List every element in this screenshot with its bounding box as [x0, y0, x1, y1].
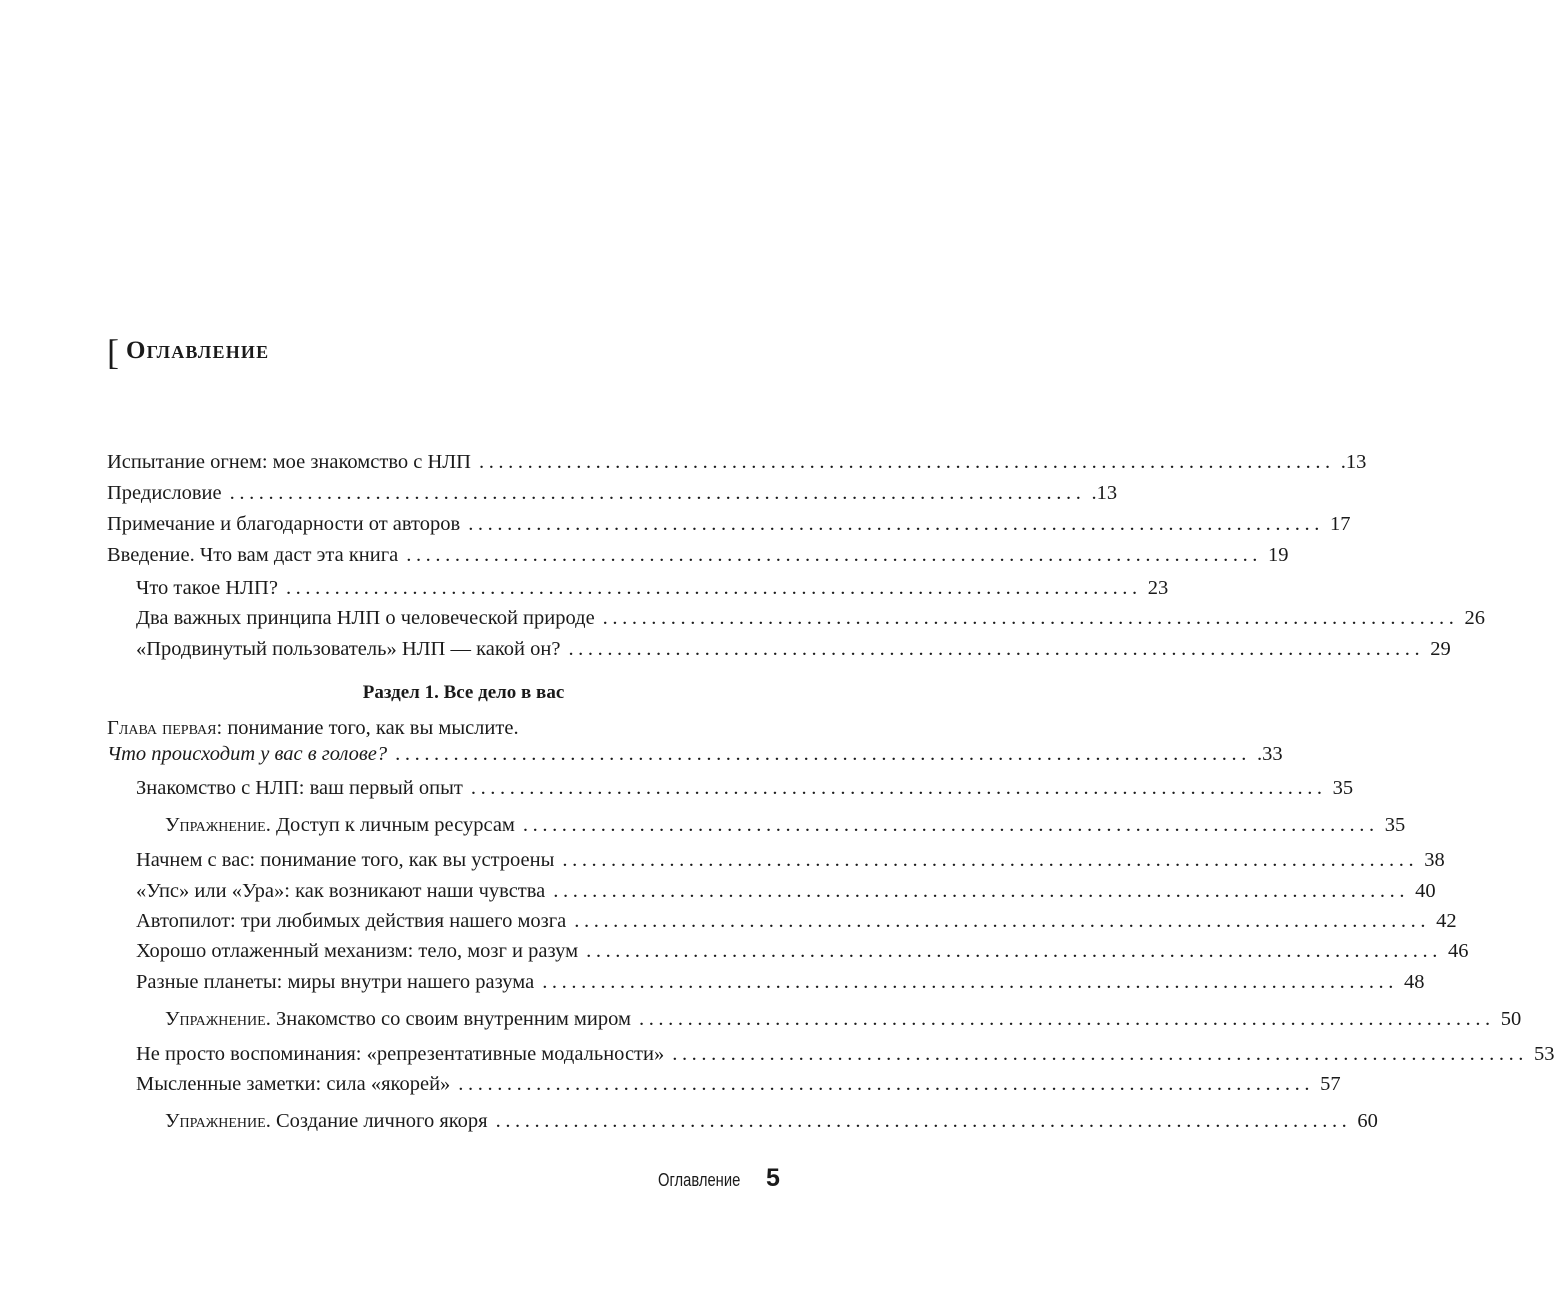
- dot-leader: ........................................................................................: [542, 971, 1399, 993]
- dot-leader: ........................................................................................: [638, 1008, 1495, 1030]
- toc-entry[interactable]: [136, 971, 1425, 993]
- toc-entry[interactable]: [136, 638, 1451, 660]
- toc-entry[interactable]: [136, 1043, 1555, 1065]
- dot-leader: ........................................................................................: [285, 577, 1142, 599]
- dot-leader: ........................................................................................: [553, 880, 1410, 902]
- toc-entry[interactable]: [136, 607, 1485, 629]
- toc-entry-title: [165, 1009, 631, 1030]
- toc-entry-page: 40: [1415, 880, 1436, 902]
- chapter-title-rest: : понимание того, как вы мыслите.: [216, 717, 519, 739]
- toc-entry-title: Знакомство с НЛП: ваш первый опыт: [136, 777, 463, 799]
- dot-leader: ........................................................................................: [229, 482, 1086, 504]
- dot-leader: ........................................................................................: [468, 513, 1324, 535]
- dot-leader: ........................................................................................: [586, 940, 1442, 962]
- toc-entry-title: Начнем с вас: понимание того, как вы устроены: [136, 849, 555, 871]
- chapter-title[interactable]: [107, 718, 519, 739]
- chapter-label: Глава первая: [107, 717, 217, 739]
- toc-entry-page: 38: [1424, 849, 1445, 871]
- toc-entry-page: .13: [1340, 451, 1367, 473]
- dot-leader: ........................................................................................: [406, 544, 1263, 566]
- toc-entry[interactable]: [165, 1110, 1378, 1132]
- toc-entry-title: [165, 1111, 488, 1132]
- toc-entry[interactable]: [107, 743, 1283, 765]
- toc-entry-page: 35: [1384, 814, 1406, 836]
- section-title: Раздел 1. Все дело в вас: [362, 682, 565, 703]
- toc-entry[interactable]: [107, 544, 1289, 566]
- toc-entry-page: .13: [1091, 482, 1118, 504]
- exercise-title: . Создание личного якоря: [265, 1110, 488, 1132]
- toc-entry[interactable]: [136, 777, 1354, 799]
- chapter-subtitle: Что происходит у вас в голове?: [107, 743, 388, 765]
- dot-leader: ........................................................................................: [470, 777, 1327, 799]
- toc-entry[interactable]: [136, 577, 1169, 599]
- toc-entry-page: 57: [1320, 1073, 1341, 1095]
- toc-entry-title: «Продвинутый пользователь» НЛП — какой он?: [136, 638, 561, 660]
- dot-leader: ........................................................................................: [478, 451, 1335, 473]
- toc-entry[interactable]: [165, 1008, 1522, 1030]
- toc-entry-page: .33: [1256, 743, 1283, 765]
- toc-entry-page: 29: [1430, 638, 1451, 660]
- toc-entry-page: 42: [1436, 910, 1457, 932]
- toc-entry-page: 19: [1268, 544, 1289, 566]
- dot-leader: ........................................................................................: [672, 1043, 1529, 1065]
- dot-leader: ........................................................................................: [602, 607, 1459, 629]
- toc-entry-title: Предисловие: [107, 482, 222, 504]
- toc-entry-title: «Упс» или «Ура»: как возникают наши чувства: [136, 880, 546, 902]
- toc-entry-page: 60: [1357, 1110, 1378, 1132]
- toc-entry-page: 35: [1332, 777, 1354, 799]
- contents-heading: [107, 334, 269, 370]
- heading-bracket: [: [107, 332, 120, 372]
- toc-entry[interactable]: [107, 482, 1118, 504]
- dot-leader: ........................................................................................: [395, 743, 1251, 765]
- toc-entry[interactable]: [136, 910, 1457, 932]
- dot-leader: ........................................................................................: [495, 1110, 1352, 1132]
- dot-leader: ........................................................................................: [522, 814, 1379, 836]
- dot-leader: ........................................................................................: [458, 1073, 1315, 1095]
- toc-entry-page: 50: [1500, 1008, 1522, 1030]
- toc-entry[interactable]: [107, 451, 1367, 473]
- toc-entry-page: 53: [1534, 1043, 1555, 1065]
- running-footer-label: Оглавление: [658, 1170, 741, 1190]
- exercise-title: . Доступ к личным ресурсам: [265, 814, 515, 836]
- toc-entry-title: Испытание огнем: мое знакомство с НЛП: [107, 451, 471, 473]
- toc-entry-title: Два важных принципа НЛП о человеческой природе: [136, 607, 595, 629]
- exercise-label: Упражнение: [165, 1110, 266, 1132]
- toc-entry-title: Примечание и благодарности от авторов: [107, 513, 461, 535]
- toc-entry-page: 23: [1147, 577, 1169, 599]
- toc-entry-title: [165, 815, 515, 836]
- toc-entry[interactable]: [136, 1073, 1341, 1095]
- dot-leader: ........................................................................................: [568, 638, 1425, 660]
- heading-label: Оглавление: [126, 337, 270, 364]
- toc-entry-page: 17: [1330, 513, 1351, 535]
- toc-entry-title: Введение. Что вам даст эта книга: [107, 544, 399, 566]
- toc-entry-title: Что такое НЛП?: [136, 577, 278, 599]
- toc-entry-title: Разные планеты: миры внутри нашего разума: [136, 971, 535, 993]
- dot-leader: ........................................................................................: [574, 910, 1431, 932]
- toc-entry-page: 46: [1447, 940, 1469, 962]
- exercise-title: . Знакомство со своим внутренним миром: [265, 1008, 631, 1030]
- toc-entry-title: Хорошо отлаженный механизм: тело, мозг и разум: [136, 940, 579, 962]
- toc-entry[interactable]: [136, 880, 1436, 902]
- dot-leader: ........................................................................................: [562, 849, 1419, 871]
- toc-entry-title: Не просто воспоминания: «репрезентативные модальности»: [136, 1043, 665, 1065]
- exercise-label: Упражнение: [165, 814, 266, 836]
- toc-entry-title: Автопилот: три любимых действия нашего мозга: [136, 910, 567, 932]
- page-number: 5: [766, 1164, 780, 1192]
- toc-entry-page: 48: [1404, 971, 1425, 993]
- toc-entry-title: Мысленные заметки: сила «якорей»: [136, 1073, 451, 1095]
- toc-entry[interactable]: [136, 849, 1445, 871]
- toc-entry[interactable]: [165, 814, 1406, 836]
- toc-entry[interactable]: [107, 513, 1351, 535]
- exercise-label: Упражнение: [165, 1008, 266, 1030]
- toc-entry-page: 26: [1464, 607, 1485, 629]
- toc-entry[interactable]: [136, 940, 1469, 962]
